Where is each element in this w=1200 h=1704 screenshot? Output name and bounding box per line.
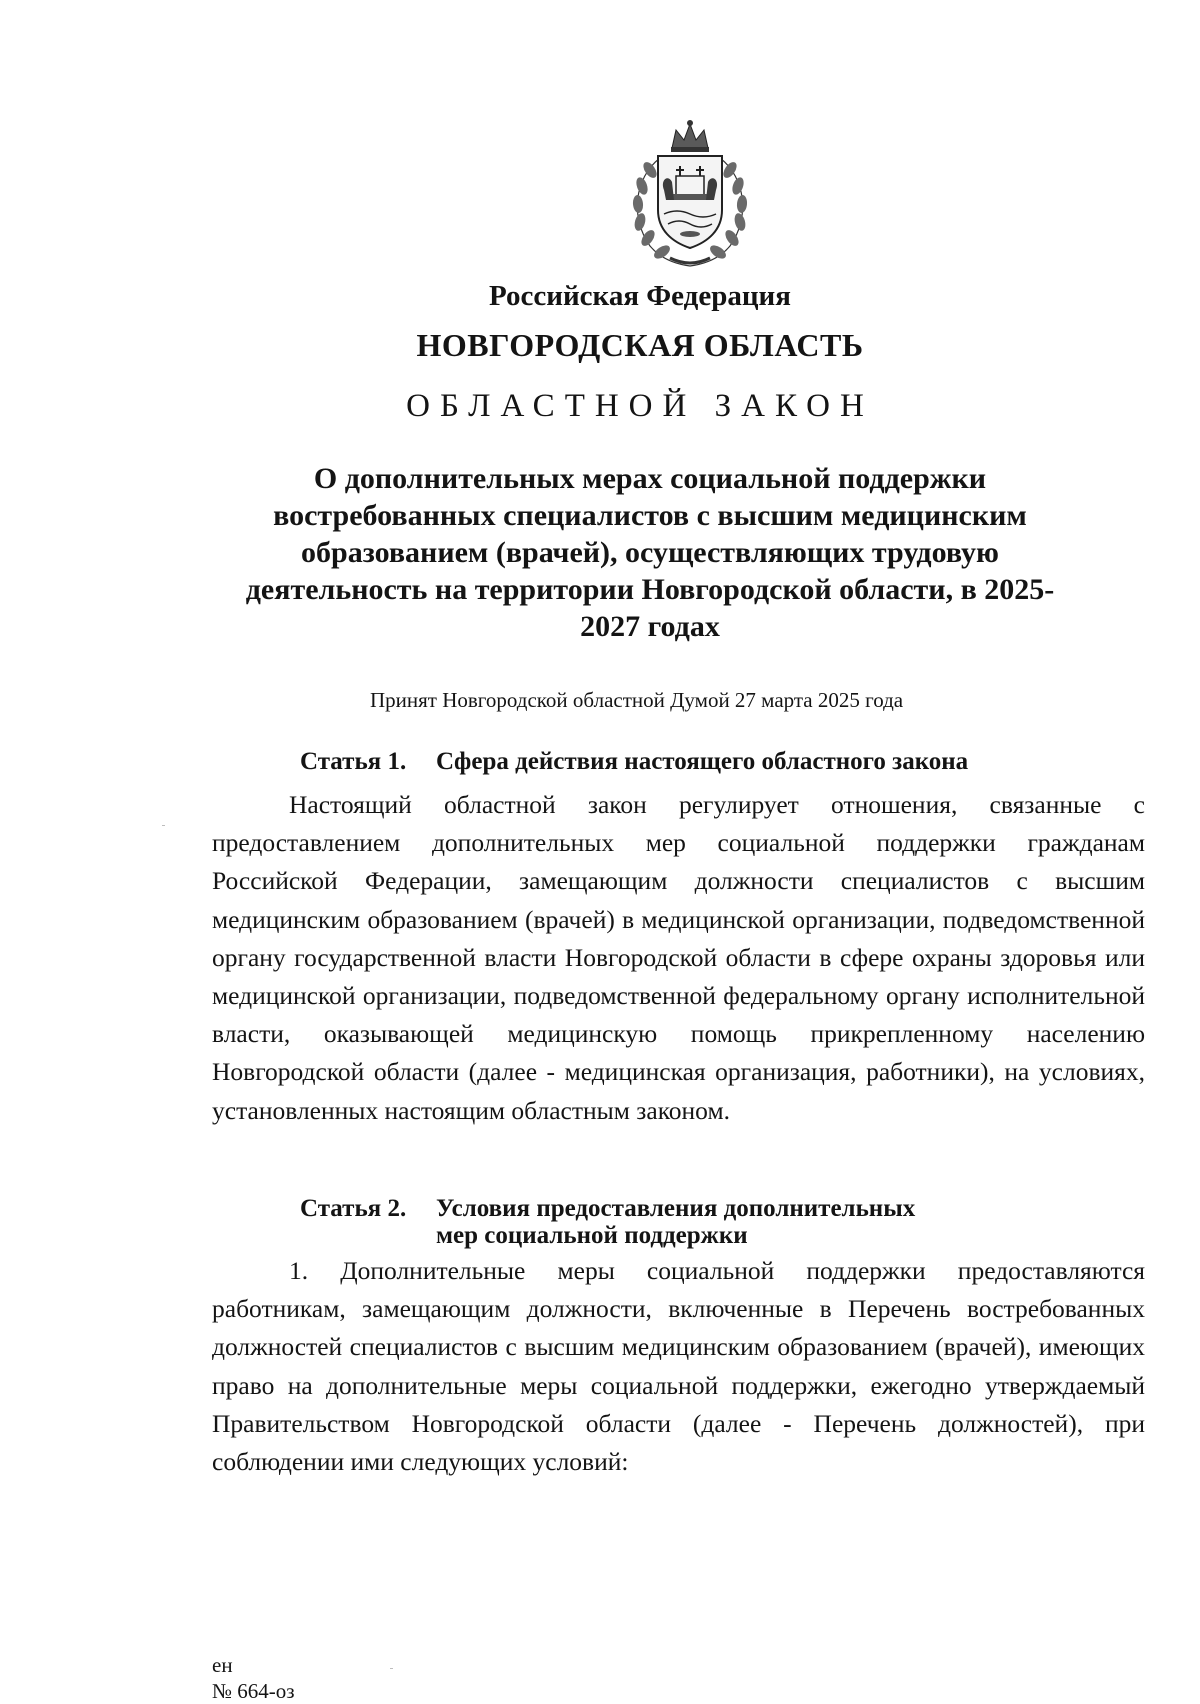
article-2-text: 1. Дополнительные меры социальной поддержки предоставляются работникам, замещающим должности, включенные в Перечень востребованных должностей специалистов с высшим медицинским образованием (врачей), имеющих право на дополнительные меры социальной поддержки, ежегодно утверждаемый Правительством Новгородской области (далее - Перечень должностей), при соблюдении ими следующих условий: bbox=[212, 1256, 1145, 1477]
executor-initials: ен bbox=[212, 1653, 233, 1677]
scan-artifact bbox=[390, 1668, 393, 1669]
article-number: Статья 2. bbox=[300, 1195, 407, 1222]
scan-artifact bbox=[162, 825, 165, 826]
article-title: Условия предоставления дополнительных bbox=[436, 1195, 916, 1222]
region-name: НОВГОРОДСКАЯ ОБЛАСТЬ bbox=[416, 327, 864, 363]
coat-of-arms-icon bbox=[620, 118, 760, 270]
registration-number: № 664-оз bbox=[212, 1679, 295, 1703]
law-title: О дополнительных мерах социальной поддержки востребованных специалистов с высшим медицинским образованием (врачей), осуществляющих трудовую деятельность на территории Новгородской области, в 2025-2027 годах bbox=[245, 462, 1055, 643]
article-1-heading bbox=[300, 748, 968, 775]
article-2-heading bbox=[300, 1195, 915, 1249]
article-1-text: Настоящий областной закон регулирует отношения, связанные с предоставлением дополнительных мер социальной поддержки гражданам Российской Федерации, замещающим должности специалистов с высшим медицинским образованием (врачей) в медицинской организации, подведомственной органу государственной власти Новгородской области в сфере охраны здоровья или медицинской организации, подведомственной федеральному органу исполнительной власти, оказывающей медицинскую помощь прикрепленному населению Новгородской области (далее - медицинская организация, работники), на условиях, установленных настоящим областным законом. bbox=[212, 790, 1145, 1125]
article-title: Сфера действия настоящего областного закона bbox=[436, 748, 969, 775]
article-title-continuation: мер социальной поддержки bbox=[436, 1222, 748, 1249]
article-number: Статья 1. bbox=[300, 748, 407, 775]
footer bbox=[212, 1652, 295, 1704]
adoption-note: Принят Новгородской областной Думой 27 марта 2025 года bbox=[370, 688, 904, 712]
document-type: ОБЛАСТНОЙ ЗАКОН bbox=[406, 388, 874, 424]
country-name: Российская Федерация bbox=[489, 280, 791, 312]
